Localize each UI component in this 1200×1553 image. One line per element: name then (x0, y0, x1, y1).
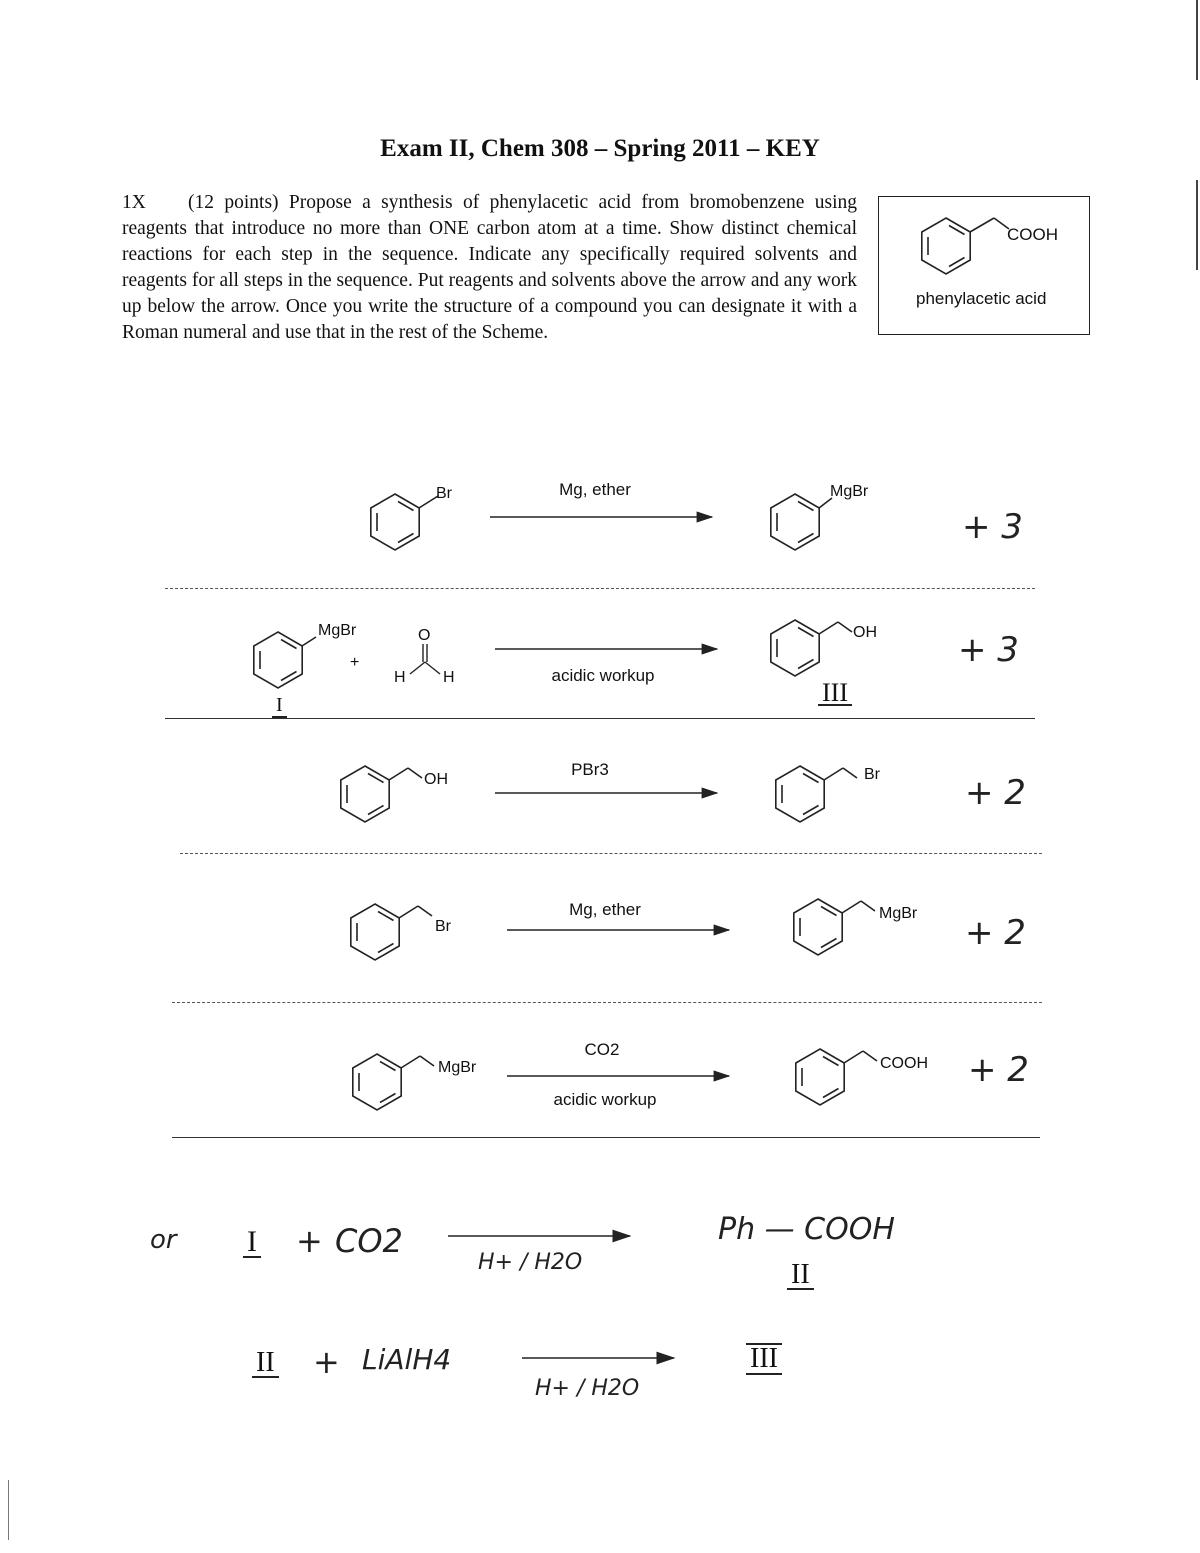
hw1-product: Ph — COOH (718, 1212, 895, 1247)
step3-reactant-sub: OH (424, 771, 448, 788)
hw1-below: H+ / H2O (478, 1250, 583, 1275)
step5-below: acidic workup (553, 1090, 657, 1109)
page-title: Exam II, Chem 308 – Spring 2011 – KEY (380, 135, 820, 162)
step4-points: + 2 (965, 913, 1026, 953)
scan-edge-mark (8, 1480, 9, 1540)
hw1-arrow (448, 1228, 638, 1244)
divider (165, 718, 1035, 719)
step5-reactant-sub: MgBr (438, 1059, 477, 1076)
benzyl-bromide-structure (765, 752, 875, 832)
step5-above: CO2 (584, 1040, 620, 1059)
question-body: Propose a synthesis of phenylacetic acid from bromobenzene using reagents that introduce no more than ONE carbon atom at a time. Show distinct chemical reactions for each step in the sequence. Indicate any specifically required solvents and reagents for all steps in the sequence. Put reagents and solvents above the arrow and any work up below the arrow. Once you write the structure of a compound you can designate it with a Roman numeral and use that in the rest of the Scheme. (122, 192, 858, 343)
question-number: 1X (122, 192, 146, 213)
hw1-or: or (150, 1225, 177, 1255)
step5-product-sub: COOH (880, 1055, 928, 1072)
hw2-below: H+ / H2O (535, 1376, 640, 1401)
step2-reagent-h1: H (394, 669, 406, 686)
hw2-product: III (746, 1343, 782, 1375)
step2-arrow (495, 642, 725, 656)
step4-reactant-sub: Br (435, 918, 451, 935)
phenylacetic-acid-structure (909, 211, 1029, 281)
target-substituent: COOH (1007, 225, 1058, 244)
step2-reactant-label: I (272, 694, 287, 718)
step1-product-sub: MgBr (830, 483, 869, 500)
step1-above: Mg, ether (559, 480, 631, 499)
divider (180, 853, 1042, 854)
phenylacetic-acid-structure (785, 1035, 895, 1115)
step3-above: PBr3 (571, 760, 609, 779)
step4-arrow (507, 923, 737, 937)
step5-arrow (507, 1069, 737, 1083)
target-caption: phenylacetic acid (916, 289, 1047, 308)
step1-arrow (490, 510, 720, 524)
divider (172, 1002, 1042, 1003)
scan-edge-mark (1196, 0, 1198, 80)
step1-points: + 3 (962, 507, 1023, 547)
step1-reactant-sub: Br (436, 485, 452, 502)
hw2-plus: + (313, 1343, 340, 1381)
hw2-reactant: II (252, 1350, 279, 1378)
step3-arrow (495, 786, 725, 800)
step3-points: + 2 (965, 773, 1026, 813)
target-structure-box (878, 196, 1090, 335)
question-points: (12 points) (188, 192, 279, 213)
hw1-product-label: II (787, 1262, 814, 1290)
hw1-reagent: CO2 (335, 1222, 403, 1260)
step4-above: Mg, ether (569, 900, 641, 919)
benzyl-mgbr-structure (783, 885, 893, 965)
divider (165, 588, 1035, 589)
scan-edge-mark (1196, 180, 1198, 270)
benzyl-alcohol-structure (760, 610, 870, 690)
hw2-reagent: LiAlH4 (362, 1343, 452, 1376)
benzyl-alcohol-structure (330, 752, 440, 832)
hw2-arrow (522, 1350, 682, 1366)
divider (172, 1137, 1040, 1138)
step2-product-sub: OH (853, 624, 877, 641)
step2-points: + 3 (958, 630, 1019, 670)
step2-product-label: III (818, 682, 852, 706)
step2-below: acidic workup (551, 666, 655, 685)
step5-points: + 2 (968, 1050, 1029, 1090)
step3-product-sub: Br (864, 766, 880, 783)
step2-reagent-h2: H (443, 669, 455, 686)
step4-product-sub: MgBr (879, 905, 918, 922)
step2-plus: + (350, 654, 360, 671)
benzyl-mgbr-structure (342, 1040, 452, 1120)
question-text (122, 190, 857, 346)
hw1-reactant: I (243, 1228, 261, 1258)
hw1-plus: + (296, 1222, 323, 1260)
benzyl-bromide-structure (340, 890, 450, 970)
step2-reagent-o: O (418, 627, 431, 644)
step2-reactant-sub: MgBr (318, 622, 357, 639)
